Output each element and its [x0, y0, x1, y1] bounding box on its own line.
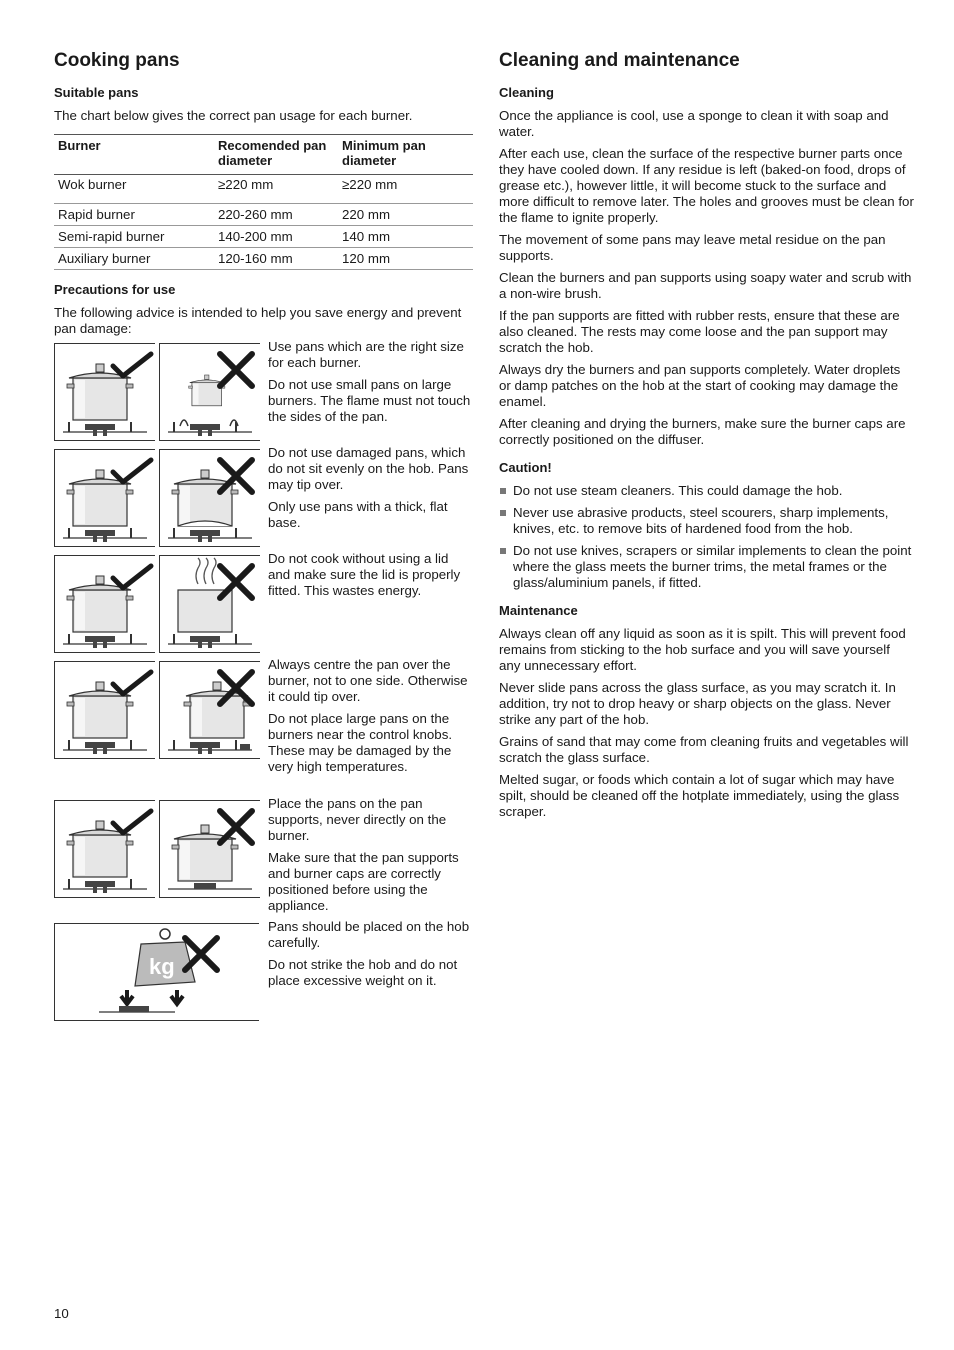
- table-cell: Semi-rapid burner: [54, 226, 214, 248]
- list-item: Do not use knives, scrapers or similar implements to clean the point where the glass meets the burner trims, the metal frames or the glass/aluminium panels, if fitted.: [499, 543, 915, 591]
- cleaning-paragraph: After each use, clean the surface of the respective burner parts once they have cooled down. If any residue is left (baked-on food, drops of grease etc.), however little, it will become stuck to the surface and more difficult to remove later. The holes and grooves must be clean for the flame to ignite properly.: [499, 146, 914, 225]
- table-header-row: [54, 135, 473, 175]
- right-column: [499, 46, 915, 826]
- precaution-text: Always centre the pan over the burner, not to one side. Otherwise it could tip over.: [268, 657, 468, 704]
- table-header-minimum: Minimum pan diameter: [338, 135, 473, 175]
- list-item: Never use abrasive products, steel scourers, sharp implements, knives, etc. to remove bits of hardened food from the hob.: [499, 505, 915, 537]
- correct-usage-illustration: [54, 449, 155, 547]
- pan-flat-base-icon: [55, 450, 155, 546]
- left-column: [54, 46, 473, 1023]
- cleaning-paragraph: Always dry the burners and pan supports completely. Water droplets or damp patches on the hob at the start of cooking may damage the enamel.: [499, 362, 901, 409]
- maintenance-paragraph: Always clean off any liquid as soon as it is spilt. This will prevent food remains from sticking to the hob surface and you will save yourself any unnecessary effort.: [499, 626, 906, 673]
- correct-usage-illustration: [54, 343, 155, 441]
- section-title-cooking-pans: Cooking pans: [54, 50, 180, 71]
- pan-with-lid-icon: [55, 556, 155, 652]
- list-item: Do not use steam cleaners. This could damage the hob.: [499, 483, 915, 499]
- precaution-text: Place the pans on the pan supports, never directly on the burner.: [268, 796, 447, 843]
- heading-cleaning: Cleaning: [499, 85, 554, 100]
- maintenance-paragraph: Melted sugar, or foods which contain a lot of sugar which may have spilt, should be cleaned off the hotplate immediately, using the glass scraper.: [499, 772, 900, 819]
- pan-diameter-table: [54, 134, 473, 270]
- weight-label: kg: [149, 954, 175, 979]
- pan-damaged-base-icon: [160, 450, 260, 546]
- maintenance-paragraph: Grains of sand that may come from cleaning fruits and vegetables will scratch the glass surface.: [499, 734, 909, 765]
- correct-usage-illustration: [54, 800, 155, 898]
- cleaning-paragraph: Clean the burners and pan supports using soapy water and scrub with a non-wire brush.: [499, 270, 912, 301]
- incorrect-usage-illustration: [54, 923, 259, 1021]
- pan-centred-icon: [55, 662, 155, 758]
- table-row: [54, 175, 473, 204]
- heading-maintenance: Maintenance: [499, 603, 578, 618]
- pan-on-supports-icon: [55, 801, 155, 897]
- incorrect-usage-illustration: [159, 343, 260, 441]
- precautions-list: [54, 339, 473, 1023]
- section-title-cleaning-maintenance: Cleaning and maintenance: [499, 50, 740, 71]
- precautions-intro: The following advice is intended to help you save energy and prevent pan damage:: [54, 305, 462, 336]
- table-row: [54, 204, 473, 226]
- precaution-text: Pans should be placed on the hob carefully.: [268, 919, 470, 950]
- precaution-text: Do not cook without using a lid and make sure the lid is properly fitted. This wastes energy.: [268, 551, 461, 598]
- suitable-pans-text: The chart below gives the correct pan usage for each burner.: [54, 108, 413, 123]
- incorrect-usage-illustration: [159, 661, 260, 759]
- cleaning-paragraph: Once the appliance is cool, use a sponge to clean it with soap and water.: [499, 108, 889, 139]
- cleaning-paragraph: The movement of some pans may leave metal residue on the pan supports.: [499, 232, 886, 263]
- table-cell: 140 mm: [338, 226, 473, 248]
- heading-suitable-pans: Suitable pans: [54, 85, 139, 100]
- page-number: 10: [54, 1306, 69, 1321]
- correct-usage-illustration: [54, 555, 155, 653]
- table-cell: ≥220 mm: [214, 175, 338, 204]
- table-cell: 120 mm: [338, 248, 473, 270]
- table-cell: 220-260 mm: [214, 204, 338, 226]
- precaution-text: Do not strike the hob and do not place excessive weight on it.: [268, 957, 458, 988]
- pan-without-lid-icon: [160, 556, 260, 652]
- table-cell: Wok burner: [54, 175, 214, 204]
- table-cell: 140-200 mm: [214, 226, 338, 248]
- table-cell: Rapid burner: [54, 204, 214, 226]
- precaution-text: Do not use damaged pans, which do not sit evenly on the hob. Pans may tip over.: [268, 445, 469, 492]
- incorrect-usage-illustration: [159, 555, 260, 653]
- incorrect-usage-illustration: [159, 449, 260, 547]
- precaution-text: Use pans which are the right size for each burner.: [268, 339, 464, 370]
- incorrect-usage-illustration: [159, 800, 260, 898]
- pan-correct-size-icon: [55, 344, 155, 440]
- heavy-weight-icon: [55, 924, 259, 1020]
- table-header-recommended: Recomended pan diameter: [214, 135, 338, 175]
- table-row: [54, 248, 473, 270]
- table-cell: 120-160 mm: [214, 248, 338, 270]
- precaution-text: Do not place large pans on the burners near the control knobs. These may be damaged by the very high temperatures.: [268, 711, 453, 774]
- heading-precautions: Precautions for use: [54, 282, 176, 297]
- table-cell: ≥220 mm: [338, 175, 473, 204]
- correct-usage-illustration: [54, 661, 155, 759]
- precaution-text: Do not use small pans on large burners. The flame must not touch the sides of the pan.: [268, 377, 471, 424]
- precaution-text: Only use pans with a thick, flat base.: [268, 499, 448, 530]
- table-header-burner: Burner: [54, 135, 214, 175]
- heading-caution: Caution!: [499, 460, 552, 475]
- maintenance-paragraph: Never slide pans across the glass surface, as you may scratch it. In addition, try not to drop heavy or sharp objects on the glass. Never strike any part of the hob.: [499, 680, 896, 727]
- cleaning-paragraph: If the pan supports are fitted with rubber rests, ensure that these are also cleaned. The rests may come loose and the pan support may scratch the hob.: [499, 308, 900, 355]
- precaution-text: Make sure that the pan supports and burner caps are correctly positioned before using the appliance.: [268, 850, 459, 913]
- table-cell: 220 mm: [338, 204, 473, 226]
- pan-on-burner-icon: [160, 801, 260, 897]
- caution-list: [499, 483, 915, 591]
- cleaning-paragraph: After cleaning and drying the burners, make sure the burner caps are correctly positioned on the diffuser.: [499, 416, 906, 447]
- table-row: [54, 226, 473, 248]
- pan-off-centre-icon: [160, 662, 260, 758]
- pan-too-small-icon: [160, 344, 260, 440]
- table-cell: Auxiliary burner: [54, 248, 214, 270]
